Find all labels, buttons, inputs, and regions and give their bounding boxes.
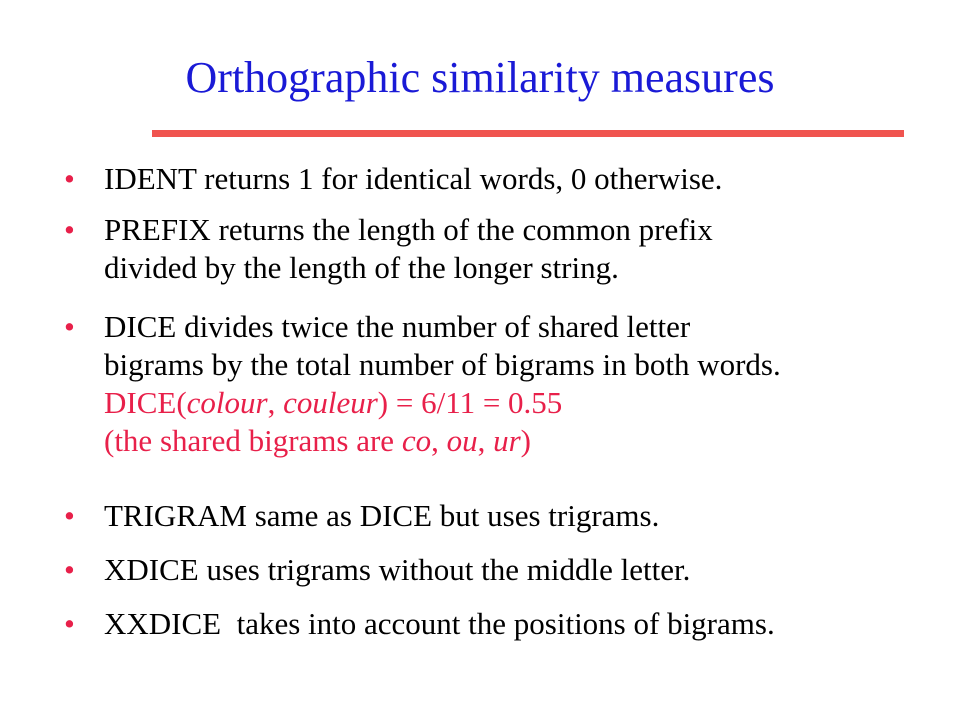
- bullet-text: XXDICE takes into account the positions of bigrams.: [104, 606, 775, 641]
- bigram-ur: ur: [493, 423, 521, 458]
- bullet-prefix: [64, 211, 944, 287]
- example-suffix: ) = 6/11 = 0.55: [377, 385, 563, 420]
- bigram-co: co: [401, 423, 432, 458]
- dice-example: [104, 384, 944, 422]
- note-suffix: ): [520, 423, 531, 458]
- title-underline-rule: [152, 130, 904, 137]
- dice-note: [104, 422, 944, 460]
- example-word2: couleur: [283, 385, 378, 420]
- example-prefix: DICE(: [104, 385, 187, 420]
- bullet-text: TRIGRAM same as DICE but uses trigrams.: [104, 498, 660, 533]
- bullet-dot-icon: •: [64, 552, 75, 587]
- bullet-trigram: [64, 497, 944, 535]
- bullet-xdice: [64, 551, 944, 589]
- bullet-xxdice: [64, 605, 944, 643]
- bullet-text-line: DICE divides twice the number of shared letter: [104, 309, 691, 344]
- bullet-dot-icon: •: [64, 212, 75, 247]
- bigram-ou: ou: [446, 423, 478, 458]
- bullet-dot-icon: •: [64, 606, 75, 641]
- note-sep: ,: [431, 423, 447, 458]
- bullet-text: IDENT returns 1 for identical words, 0 otherwise.: [104, 161, 723, 196]
- slide-title: Orthographic similarity measures: [185, 53, 775, 102]
- bullet-dot-icon: •: [64, 498, 75, 533]
- example-sep: ,: [267, 385, 284, 420]
- bullet-text: XDICE uses trigrams without the middle letter.: [104, 552, 691, 587]
- example-word1: colour: [186, 385, 268, 420]
- bullet-text-line: divided by the length of the longer string.: [104, 250, 619, 285]
- bullet-ident: [64, 160, 944, 198]
- bullet-dot-icon: •: [64, 161, 75, 196]
- bullet-dot-icon: •: [64, 309, 75, 344]
- bullet-dice: [64, 308, 944, 460]
- note-prefix: (the shared bigrams are: [104, 423, 402, 458]
- bullet-text-line: PREFIX returns the length of the common prefix: [104, 212, 713, 247]
- note-sep: ,: [477, 423, 494, 458]
- bullet-text-line: bigrams by the total number of bigrams in both words.: [104, 347, 781, 382]
